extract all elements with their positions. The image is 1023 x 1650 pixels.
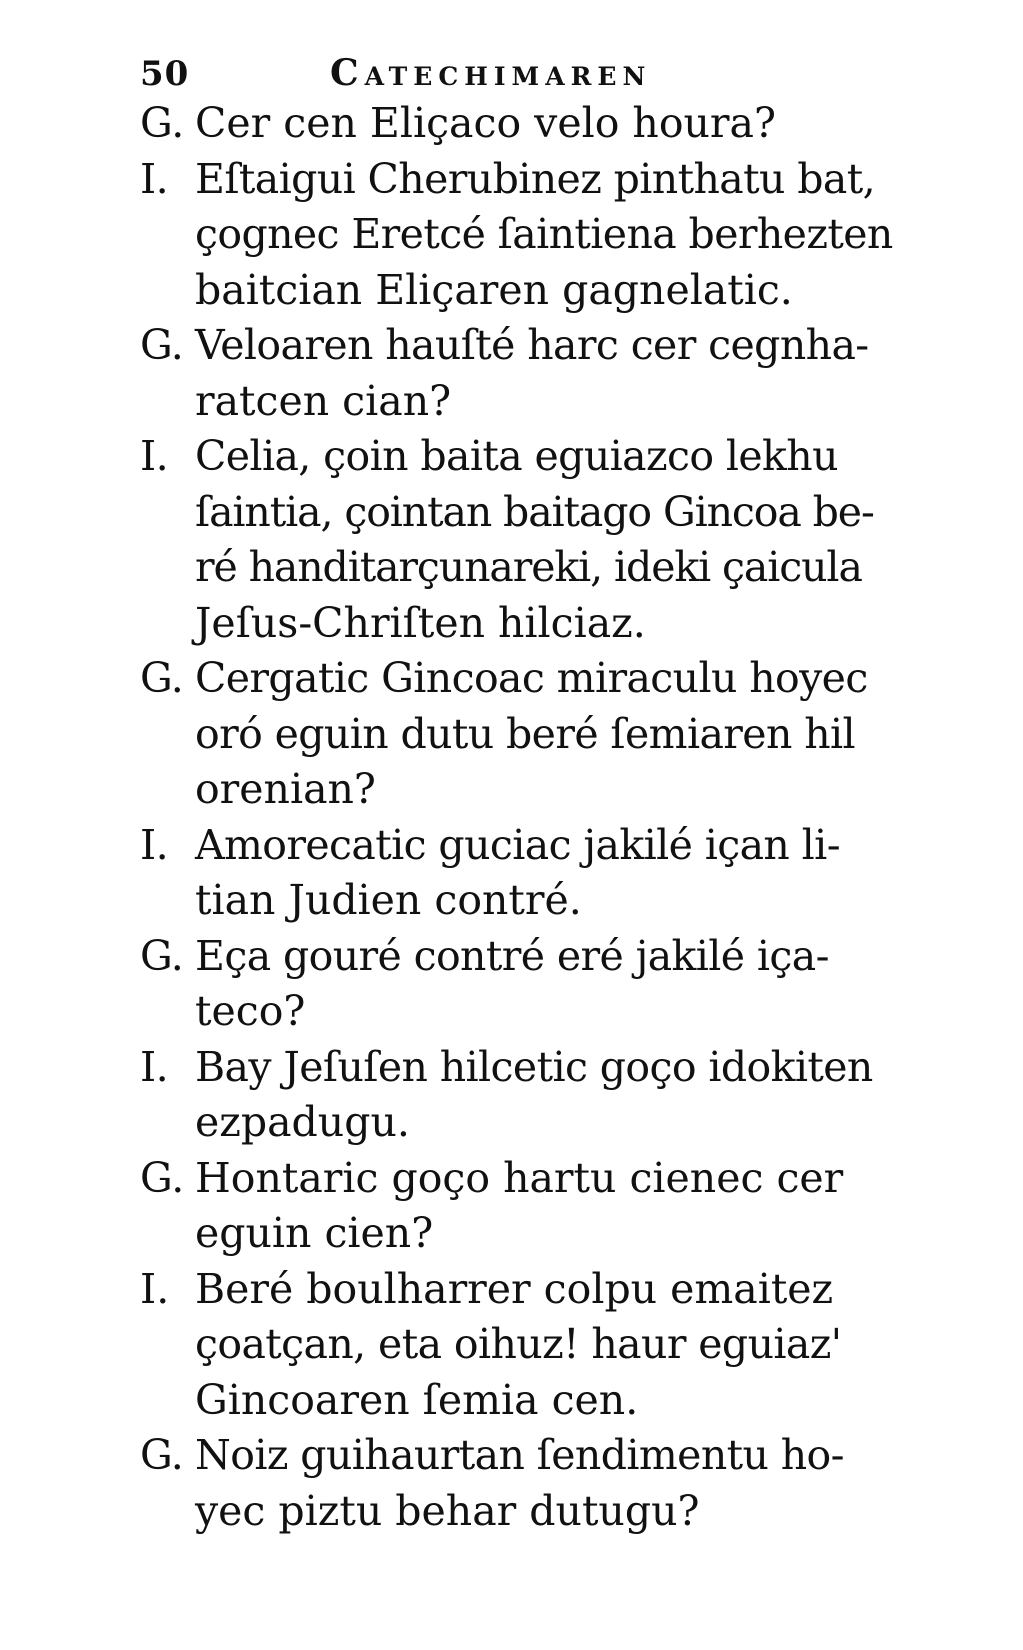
dialogue-text: Bay Jeſuſen hilcetic goço idokiten — [195, 1042, 873, 1091]
dialogue-line — [140, 873, 920, 929]
dialogue-text: ré handitarçunareki, ideki çaicula — [195, 543, 862, 591]
speaker-label: G. — [140, 1431, 184, 1479]
dialogue-text: orenian? — [195, 765, 376, 813]
dialogue-text: ratcen cian? — [195, 376, 452, 425]
dialogue-line — [140, 1373, 920, 1429]
dialogue-line — [140, 1095, 920, 1151]
dialogue-line — [140, 818, 920, 874]
dialogue-line — [140, 984, 920, 1040]
dialogue-text: eguin cien? — [195, 1209, 434, 1257]
dialogue-text: Amorecatic guciac jakilé içan li- — [195, 820, 840, 869]
dialogue-line — [140, 762, 920, 818]
dialogue-line — [140, 651, 920, 707]
dialogue-text: Cer cen Eliçaco velo houra? — [195, 99, 776, 147]
dialogue-text: ſaintia, çointan baitago Gincoa be- — [195, 487, 874, 536]
dialogue-text: yec piztu behar dutugu? — [195, 1486, 700, 1535]
dialogue-text: çoatçan, eta oihuz! haur eguiaz' — [195, 1320, 842, 1368]
dialogue-text: Hontaric goço hartu cienec cer — [195, 1153, 844, 1202]
dialogue-line — [140, 207, 920, 263]
dialogue-text: Cergatic Gincoac miraculu hoyec — [195, 654, 868, 702]
dialogue-text: ezpadugu. — [195, 1098, 410, 1146]
running-title: Catechimaren — [330, 52, 652, 94]
dialogue-text: teco? — [195, 987, 306, 1035]
dialogue-line — [140, 1040, 920, 1096]
dialogue-line — [140, 707, 920, 763]
dialogue-line — [140, 540, 920, 596]
speaker-label: I. — [140, 1264, 170, 1313]
speaker-label: G. — [140, 321, 184, 369]
speaker-label: I. — [140, 820, 169, 869]
dialogue-line — [140, 263, 920, 319]
speaker-label: G. — [140, 99, 185, 147]
dialogue-text: çognec Eretcé ſaintiena berhezten — [195, 210, 893, 258]
dialogue-text: Noiz guihaurtan ſendimentu ho- — [195, 1431, 844, 1479]
speaker-label: I. — [140, 154, 169, 203]
dialogue-line — [140, 1317, 920, 1373]
speaker-label: I. — [140, 432, 169, 480]
dialogue-line — [140, 1151, 920, 1207]
page-number: 50 — [140, 54, 190, 94]
dialogue-line — [140, 1484, 920, 1540]
dialogue-line — [140, 596, 920, 652]
dialogue-line — [140, 96, 920, 152]
dialogue-line — [140, 318, 920, 374]
dialogue-text: oró eguin dutu beré ſemiaren hil — [195, 709, 856, 758]
dialogue-text: Eſtaigui Cherubinez pinthatu bat, — [195, 154, 876, 203]
speaker-label: G. — [140, 931, 184, 980]
speaker-label: G. — [140, 654, 184, 702]
catechism-dialogue — [140, 96, 920, 1539]
dialogue-line — [140, 1428, 920, 1484]
dialogue-text: baitcian Eliçaren gagnelatic. — [195, 265, 793, 314]
dialogue-line — [140, 1206, 920, 1262]
dialogue-line — [140, 429, 920, 485]
dialogue-text: Veloaren hauſté harc cer cegnha- — [195, 321, 869, 369]
dialogue-line — [140, 1262, 920, 1318]
speaker-label: G. — [140, 1153, 185, 1202]
dialogue-text: Eça gouré contré eré jakilé iça- — [195, 931, 829, 980]
dialogue-text: Jeſus-Chriſten hilciaz. — [195, 598, 646, 647]
dialogue-line — [140, 485, 920, 541]
dialogue-text: Celia, çoin baita eguiazco lekhu — [195, 432, 838, 480]
dialogue-text: Beré boulharrer colpu emaitez — [195, 1264, 834, 1313]
dialogue-text: tian Judien contré. — [195, 876, 582, 924]
speaker-label: I. — [140, 1042, 169, 1091]
dialogue-line — [140, 929, 920, 985]
dialogue-line — [140, 152, 920, 208]
dialogue-line — [140, 374, 920, 430]
dialogue-text: Gincoaren ſemia cen. — [195, 1375, 639, 1424]
